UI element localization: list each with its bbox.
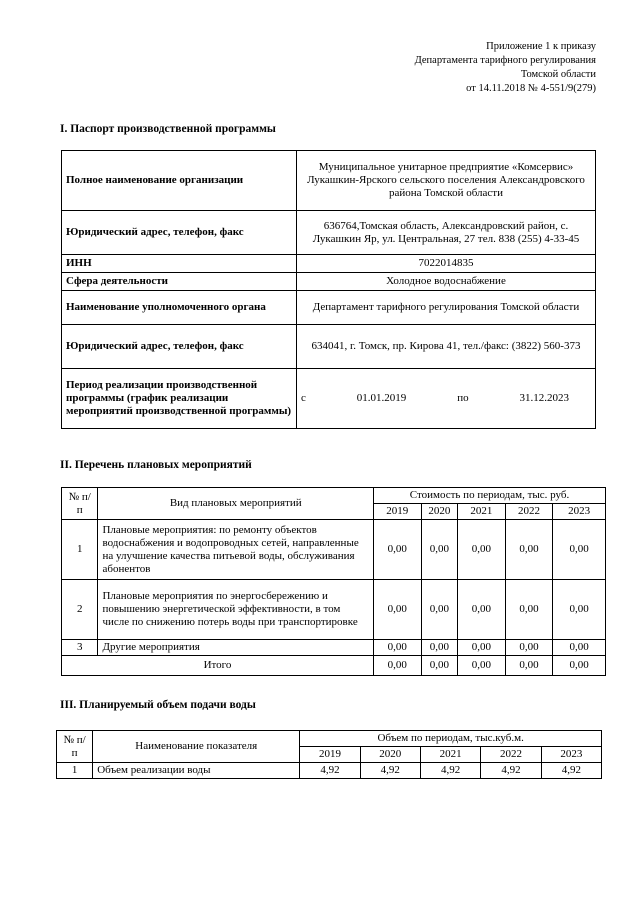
cost-cell: 0,00 [505, 640, 553, 656]
col-event-header: Вид плановых мероприятий [98, 488, 374, 520]
row-number: 2 [62, 580, 98, 640]
volume-cell: 4,92 [481, 763, 541, 779]
passport-label: Юридический адрес, телефон, факс [62, 211, 297, 255]
period-value [297, 369, 596, 429]
passport-value: Муниципальное унитарное предприятие «Комсервис» Лукашкин-Ярского сельского поселения Александровского района Томской области [297, 151, 596, 211]
total-cell: 0,00 [421, 656, 457, 676]
appendix-line-3: Томской области [520, 69, 596, 80]
volume-cell: 4,92 [420, 763, 480, 779]
appendix-line-4: от 14.11.2018 № 4-551/9(279) [466, 83, 596, 94]
event-name: Плановые мероприятия по энергосбережению и повышению энергетической эффективности, в том числе по снижению потерь воды при транспортировке [98, 580, 374, 640]
total-label: Итого [62, 656, 374, 676]
total-cell: 0,00 [505, 656, 553, 676]
cost-cell: 0,00 [421, 580, 457, 640]
event-name: Плановые мероприятия: по ремонту объектов водоснабжения и водопроводных сетей, направленные на улучшение качества питьевой воды, обслуживания абонентов [98, 520, 374, 580]
total-cell: 0,00 [458, 656, 506, 676]
passport-label: Сфера деятельности [62, 273, 297, 291]
volume-cell: 4,92 [360, 763, 420, 779]
section-3-title: III. Планируемый объем подачи воды [60, 699, 256, 711]
passport-value: Холодное водоснабжение [297, 273, 596, 291]
table-row [57, 731, 602, 747]
year-header: 2023 [541, 747, 601, 763]
cost-cell: 0,00 [374, 640, 422, 656]
section-1-title: I. Паспорт производственной программы [60, 123, 276, 135]
passport-label: Полное наименование организации [62, 151, 297, 211]
volume-cell: 4,92 [541, 763, 601, 779]
order-appendix-note [415, 40, 596, 96]
period-label: Период реализации производственной программы (график реализации мероприятий производственной программы) [62, 369, 297, 429]
year-header: 2020 [421, 504, 457, 520]
col-volume-header: Объем по периодам, тыс.куб.м. [300, 731, 602, 747]
col-indicator-header: Наименование показателя [93, 731, 300, 763]
col-number-header: № п/п [62, 488, 98, 520]
cost-cell: 0,00 [374, 580, 422, 640]
period-to-word: по [457, 392, 469, 404]
passport-value: 634041, г. Томск, пр. Кирова 41, тел./факс: (3822) 560-373 [297, 325, 596, 369]
passport-value: 636764,Томская область, Александровский район, с. Лукашкин Яр, ул. Центральная, 27 тел. 838 (255) 4-33-45 [297, 211, 596, 255]
year-header: 2022 [481, 747, 541, 763]
row-number: 1 [62, 520, 98, 580]
total-cell: 0,00 [553, 656, 606, 676]
passport-label: Юридический адрес, телефон, факс [62, 325, 297, 369]
cost-cell: 0,00 [458, 520, 506, 580]
cost-cell: 0,00 [553, 640, 606, 656]
section-2-title: II. Перечень плановых мероприятий [60, 459, 252, 471]
total-cell: 0,00 [374, 656, 422, 676]
year-header: 2019 [374, 504, 422, 520]
table-row [62, 369, 596, 429]
col-number-header: № п/п [57, 731, 93, 763]
table-row [62, 640, 606, 656]
event-name: Другие мероприятия [98, 640, 374, 656]
row-number: 3 [62, 640, 98, 656]
year-header: 2021 [458, 504, 506, 520]
cost-cell: 0,00 [421, 520, 457, 580]
table-row [62, 151, 596, 211]
water-volume-table [56, 730, 602, 779]
row-number: 1 [57, 763, 93, 779]
year-header: 2022 [505, 504, 553, 520]
period-from-word: с [301, 392, 306, 404]
planned-events-table [61, 487, 606, 676]
passport-label: ИНН [62, 255, 297, 273]
cost-cell: 0,00 [505, 520, 553, 580]
table-row [62, 211, 596, 255]
table-row [62, 520, 606, 580]
passport-label: Наименование уполномоченного органа [62, 291, 297, 325]
year-header: 2023 [553, 504, 606, 520]
cost-cell: 0,00 [505, 580, 553, 640]
year-header: 2021 [420, 747, 480, 763]
appendix-line-1: Приложение 1 к приказу [486, 41, 596, 52]
cost-cell: 0,00 [421, 640, 457, 656]
period-from-date: 01.01.2019 [356, 392, 407, 404]
col-cost-header: Стоимость по периодам, тыс. руб. [374, 488, 606, 504]
table-row [62, 255, 596, 273]
indicator-name: Объем реализации воды [93, 763, 300, 779]
cost-cell: 0,00 [553, 580, 606, 640]
table-row [62, 291, 596, 325]
cost-cell: 0,00 [553, 520, 606, 580]
passport-table [61, 150, 596, 429]
appendix-line-2: Департамента тарифного регулирования [414, 55, 596, 66]
table-row [62, 273, 596, 291]
table-row [62, 325, 596, 369]
table-row [62, 580, 606, 640]
cost-cell: 0,00 [458, 580, 506, 640]
period-to-date: 31.12.2023 [519, 392, 569, 404]
table-row [57, 763, 602, 779]
year-header: 2019 [300, 747, 360, 763]
table-row [62, 488, 606, 504]
cost-cell: 0,00 [374, 520, 422, 580]
passport-value: 7022014835 [297, 255, 596, 273]
table-row [62, 656, 606, 676]
year-header: 2020 [360, 747, 420, 763]
cost-cell: 0,00 [458, 640, 506, 656]
volume-cell: 4,92 [300, 763, 360, 779]
passport-value: Департамент тарифного регулирования Томской области [297, 291, 596, 325]
